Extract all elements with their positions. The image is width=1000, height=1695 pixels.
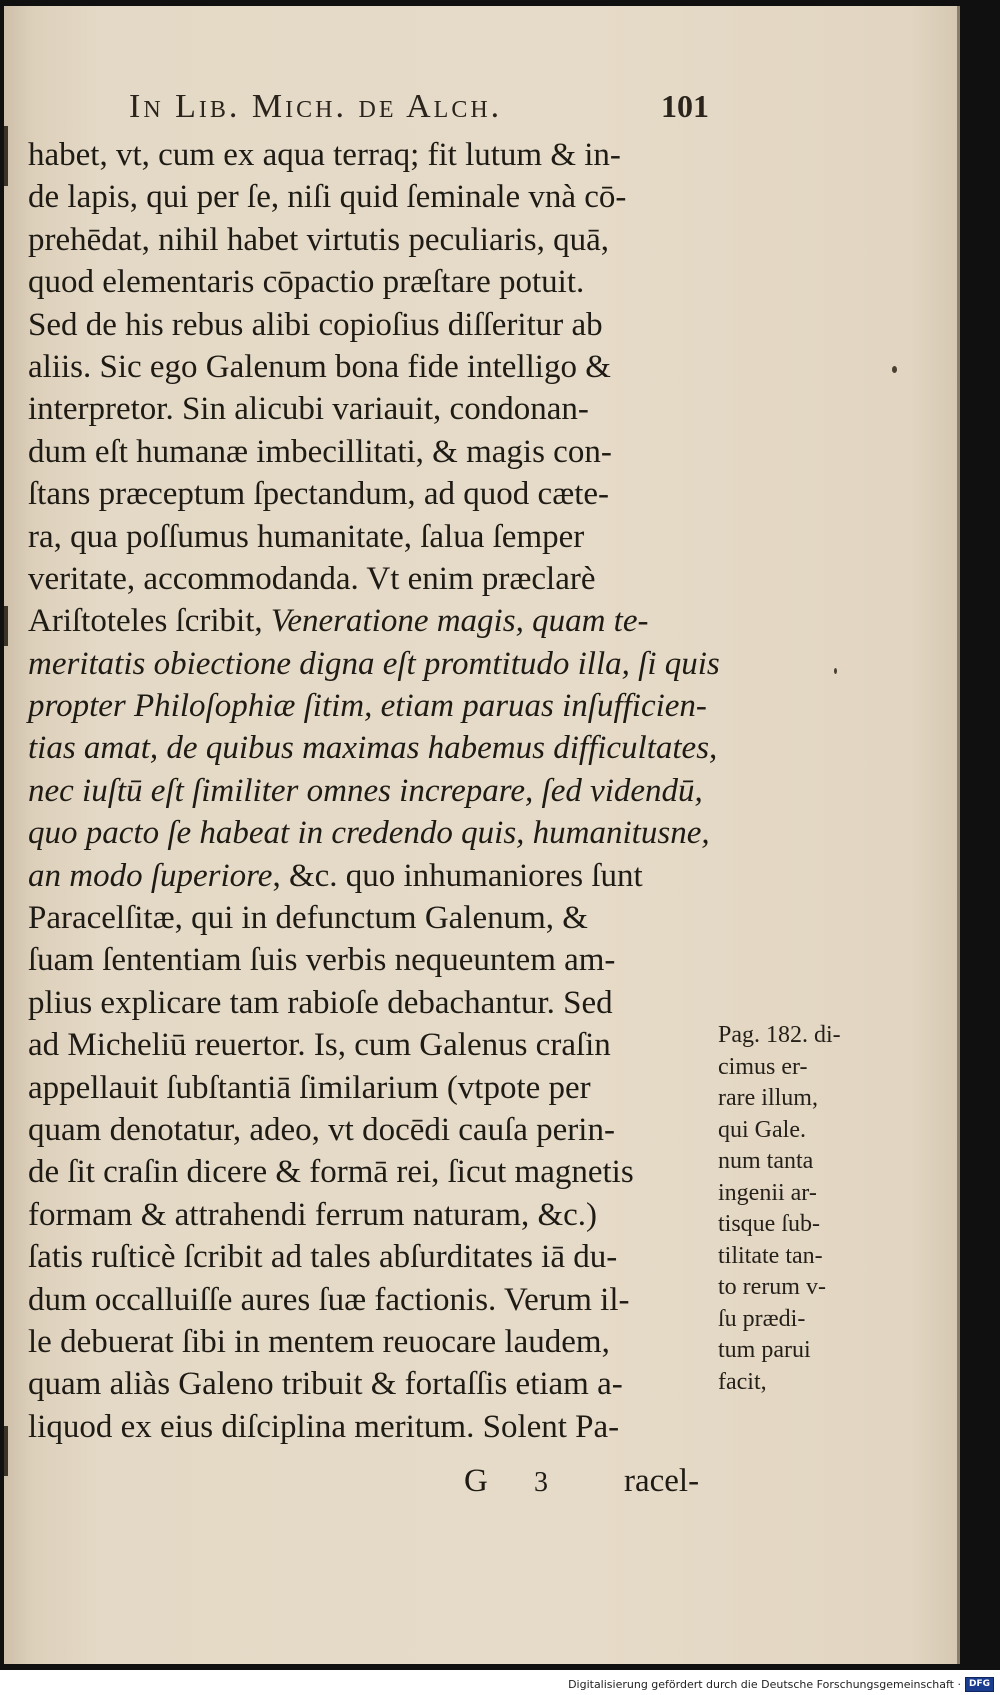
margin-note-line: tum parui	[718, 1337, 811, 1363]
dfg-logo: DFG	[965, 1677, 994, 1692]
margin-note-line: cimus er-	[718, 1053, 808, 1080]
text-line: ſuam ſententiam ſuis verbis nequeuntem am-	[28, 942, 616, 979]
text-line: de ſit craſin dicere & formā rei, ſicut magnetis	[28, 1154, 634, 1191]
text-line: habet, vt, cum ex aqua terraq; fit lutum & in-	[28, 137, 621, 173]
text-line: ſtans præceptum ſpectandum, ad quod cæte-	[28, 476, 610, 513]
margin-note-line: tisque ſub-	[718, 1211, 820, 1237]
page-number: 101	[661, 88, 709, 124]
margin-note-line: to rerum v-	[718, 1274, 826, 1300]
text-line: le debuerat ſibi in mentem reuocare laudem,	[28, 1323, 610, 1360]
digitization-footer	[568, 1675, 994, 1693]
text-line-roman: Ariſtoteles ſcribit,	[28, 603, 263, 640]
quote-line: meritatis obiectione digna eſt promtitudo illa, ſi quis	[28, 645, 720, 682]
text-line	[28, 600, 718, 642]
text-line: ad Micheliū reuertor. Is, cum Galenus craſin	[28, 1027, 611, 1064]
text-line: ra, qua poſſumus humanitate, ſalua ſemper	[28, 518, 585, 555]
catchword: racel-	[624, 1463, 700, 1499]
margin-note-line: facit,	[718, 1368, 767, 1395]
book-page	[4, 6, 960, 1664]
text-line-italic: an modo ſuperiore	[28, 857, 273, 894]
text-line: plius explicare tam rabioſe debachantur. Sed	[28, 984, 613, 1021]
signature-mark: G	[464, 1463, 488, 1499]
text-line: interpretor. Sin alicubi variauit, condonan-	[28, 391, 589, 428]
margin-note-line: Pag. 182. di-	[718, 1022, 841, 1048]
text-line: prehēdat, nihil habet virtutis peculiaris, quā,	[28, 221, 609, 258]
text-line: dum eſt humanæ imbecillitati, & magis con-	[28, 433, 612, 470]
text-line: quod elementaris cōpactio præſtare potuit.	[28, 264, 585, 301]
text-line: liquod ex eius diſciplina meritum. Solent Pa-	[28, 1408, 620, 1445]
margin-note-line: ingenii ar-	[718, 1179, 817, 1206]
quote-line: nec iuſtū eſt ſimiliter omnes increpare, ſed videndū,	[28, 772, 703, 809]
margin-note-line: rare illum,	[718, 1085, 818, 1111]
gutter-shadow	[4, 1426, 8, 1476]
margin-note-line: ſu prædi-	[718, 1305, 806, 1332]
signature-line	[464, 1463, 724, 1503]
text-line: de lapis, qui per ſe, niſi quid ſeminale vnà cō-	[28, 179, 627, 216]
text-line: aliis. Sic ego Galenum bona fide intelligo &	[28, 348, 611, 385]
text-line: ſatis ruſticè ſcribit ad tales abſurditates iā du-	[28, 1239, 618, 1276]
quote-line: tias amat, de quibus maximas habemus difficultates,	[28, 730, 718, 767]
text-line: quam aliàs Galeno tribuit & fortaſſis etiam a-	[28, 1366, 623, 1403]
signature-number: 3	[534, 1467, 548, 1498]
gutter-shadow	[4, 606, 8, 646]
running-title: In Lib. Mich. de Alch.	[129, 88, 503, 125]
text-line-roman: , &c. quo inhumaniores ſunt	[272, 857, 643, 894]
margin-note-line: qui Gale.	[718, 1116, 806, 1143]
margin-note	[718, 1020, 918, 1398]
text-line: Sed de his rebus alibi copioſius diſſeritur ab	[28, 306, 603, 343]
margin-note-line: num tanta	[718, 1148, 814, 1174]
ink-speck	[892, 366, 897, 373]
text-line: appellauit ſubſtantiā ſimilarium (vtpote per	[28, 1069, 591, 1106]
text-line	[28, 855, 718, 897]
gutter-shadow	[4, 126, 8, 186]
text-line: formam & attrahendi ferrum naturam, &c.)	[28, 1196, 598, 1233]
ink-speck	[834, 668, 837, 674]
text-line: Paracelſitæ, qui in defunctum Galenum, &	[28, 900, 588, 937]
text-line: dum occalluiſſe aures ſuæ factionis. Verum il-	[28, 1281, 630, 1318]
margin-note-line: tilitate tan-	[718, 1242, 823, 1269]
running-header	[129, 88, 709, 128]
funding-credit: Digitalisierung gefördert durch die Deutsche Forschungsgemeinschaft ·	[568, 1677, 961, 1691]
text-line: quam denotatur, adeo, vt docēdi cauſa perin-	[28, 1111, 615, 1148]
body-text	[28, 134, 718, 1448]
quote-line: propter Philoſophiæ ſitim, etiam paruas inſufficien-	[28, 688, 707, 725]
text-line: veritate, accommodanda. Vt enim præclarè	[28, 560, 596, 597]
quote-line: quo pacto ſe habeat in credendo quis, humanitusne,	[28, 815, 710, 852]
text-line-italic: Veneratione magis, quam te-	[270, 603, 649, 640]
